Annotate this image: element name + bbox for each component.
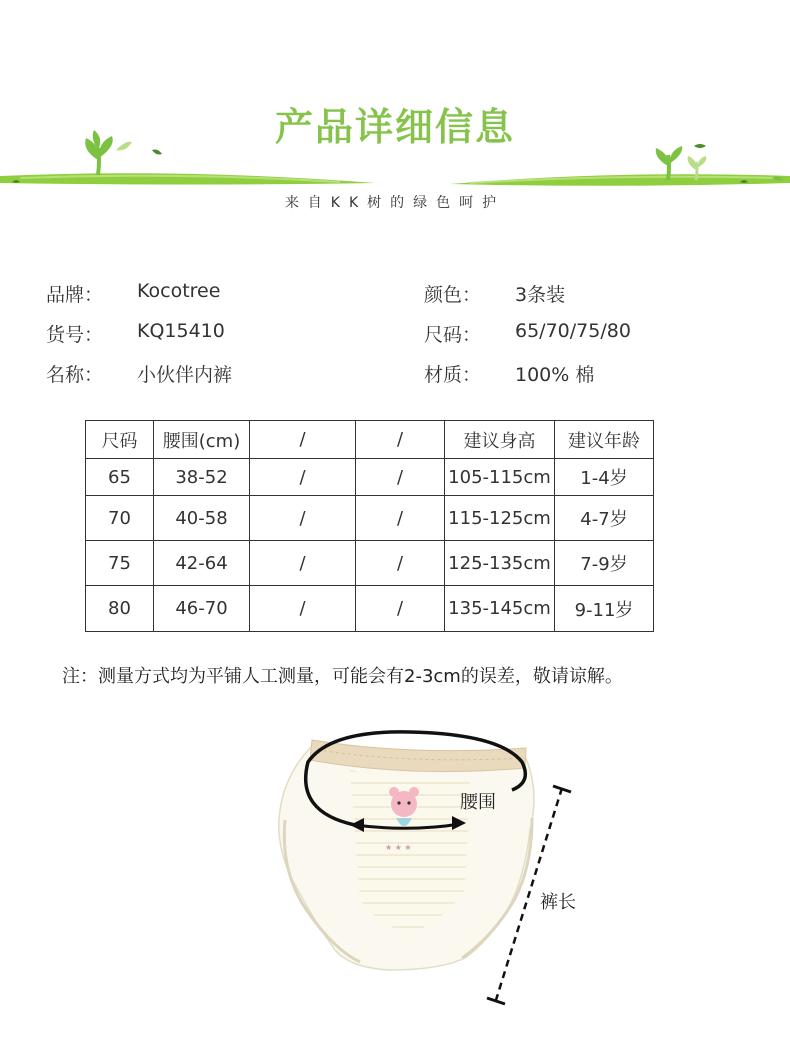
- page-title: 产品详细信息: [274, 105, 515, 149]
- table-row: [86, 496, 654, 541]
- svg-text:★ ★ ★: ★ ★ ★: [385, 843, 412, 852]
- table-cell: /: [356, 586, 445, 632]
- item-number-label: 货号：: [46, 324, 104, 346]
- measurement-note: 注：测量方式均为平铺人工测量，可能会有2-3cm的误差，敬请谅解。: [62, 666, 623, 687]
- table-cell: 75: [86, 541, 154, 586]
- table-cell: 46-70: [154, 586, 250, 632]
- table-cell: 70: [86, 496, 154, 541]
- table-cell: 7-9岁: [555, 541, 654, 586]
- size-label: 尺码：: [424, 324, 482, 346]
- table-header: 尺码: [86, 421, 154, 459]
- product-figure: [240, 700, 600, 1040]
- table-cell: 4-7岁: [555, 496, 654, 541]
- product-name-label: 名称：: [46, 364, 104, 386]
- table-cell: 9-11岁: [555, 586, 654, 632]
- brand-value: Kocotree: [137, 280, 221, 302]
- table-cell: 40-58: [154, 496, 250, 541]
- color-value: 3条装: [515, 284, 566, 306]
- table-cell: 38-52: [154, 459, 250, 496]
- product-name-value: 小伙伴内裤: [137, 364, 233, 386]
- underwear-illustration: [240, 700, 600, 1040]
- table-cell: 105-115cm: [445, 459, 555, 496]
- table-cell: /: [356, 459, 445, 496]
- page-subtitle: 来自KK树的绿色呵护: [284, 195, 506, 211]
- color-label: 颜色：: [424, 284, 482, 306]
- grass-band-right: [450, 174, 790, 186]
- grass-band-left: [0, 173, 375, 184]
- material-value: 100% 棉: [515, 364, 595, 386]
- brand-label: 品牌：: [46, 284, 104, 306]
- table-cell: 135-145cm: [445, 586, 555, 632]
- table-row: [86, 459, 654, 496]
- table-cell: /: [356, 496, 445, 541]
- table-cell: 65: [86, 459, 154, 496]
- table-header: 建议身高: [445, 421, 555, 459]
- length-label: 裤长: [540, 892, 576, 913]
- table-header-row: [86, 421, 654, 459]
- table-cell: 125-135cm: [445, 541, 555, 586]
- table-cell: 115-125cm: [445, 496, 555, 541]
- table-row: [86, 541, 654, 586]
- item-number-value: KQ15410: [137, 320, 225, 342]
- table-cell: /: [250, 459, 356, 496]
- table-header: /: [250, 421, 356, 459]
- table-header: 腰围(cm): [154, 421, 250, 459]
- table-cell: 80: [86, 586, 154, 632]
- table-cell: 42-64: [154, 541, 250, 586]
- size-table: [85, 420, 654, 632]
- table-cell: /: [250, 586, 356, 632]
- table-header: 建议年龄: [555, 421, 654, 459]
- table-cell: /: [356, 541, 445, 586]
- table-cell: 1-4岁: [555, 459, 654, 496]
- table-header: /: [356, 421, 445, 459]
- waist-label: 腰围: [460, 792, 496, 813]
- size-value: 65/70/75/80: [515, 320, 631, 342]
- table-cell: /: [250, 496, 356, 541]
- table-cell: /: [250, 541, 356, 586]
- table-row: [86, 586, 654, 632]
- material-label: 材质：: [424, 364, 482, 386]
